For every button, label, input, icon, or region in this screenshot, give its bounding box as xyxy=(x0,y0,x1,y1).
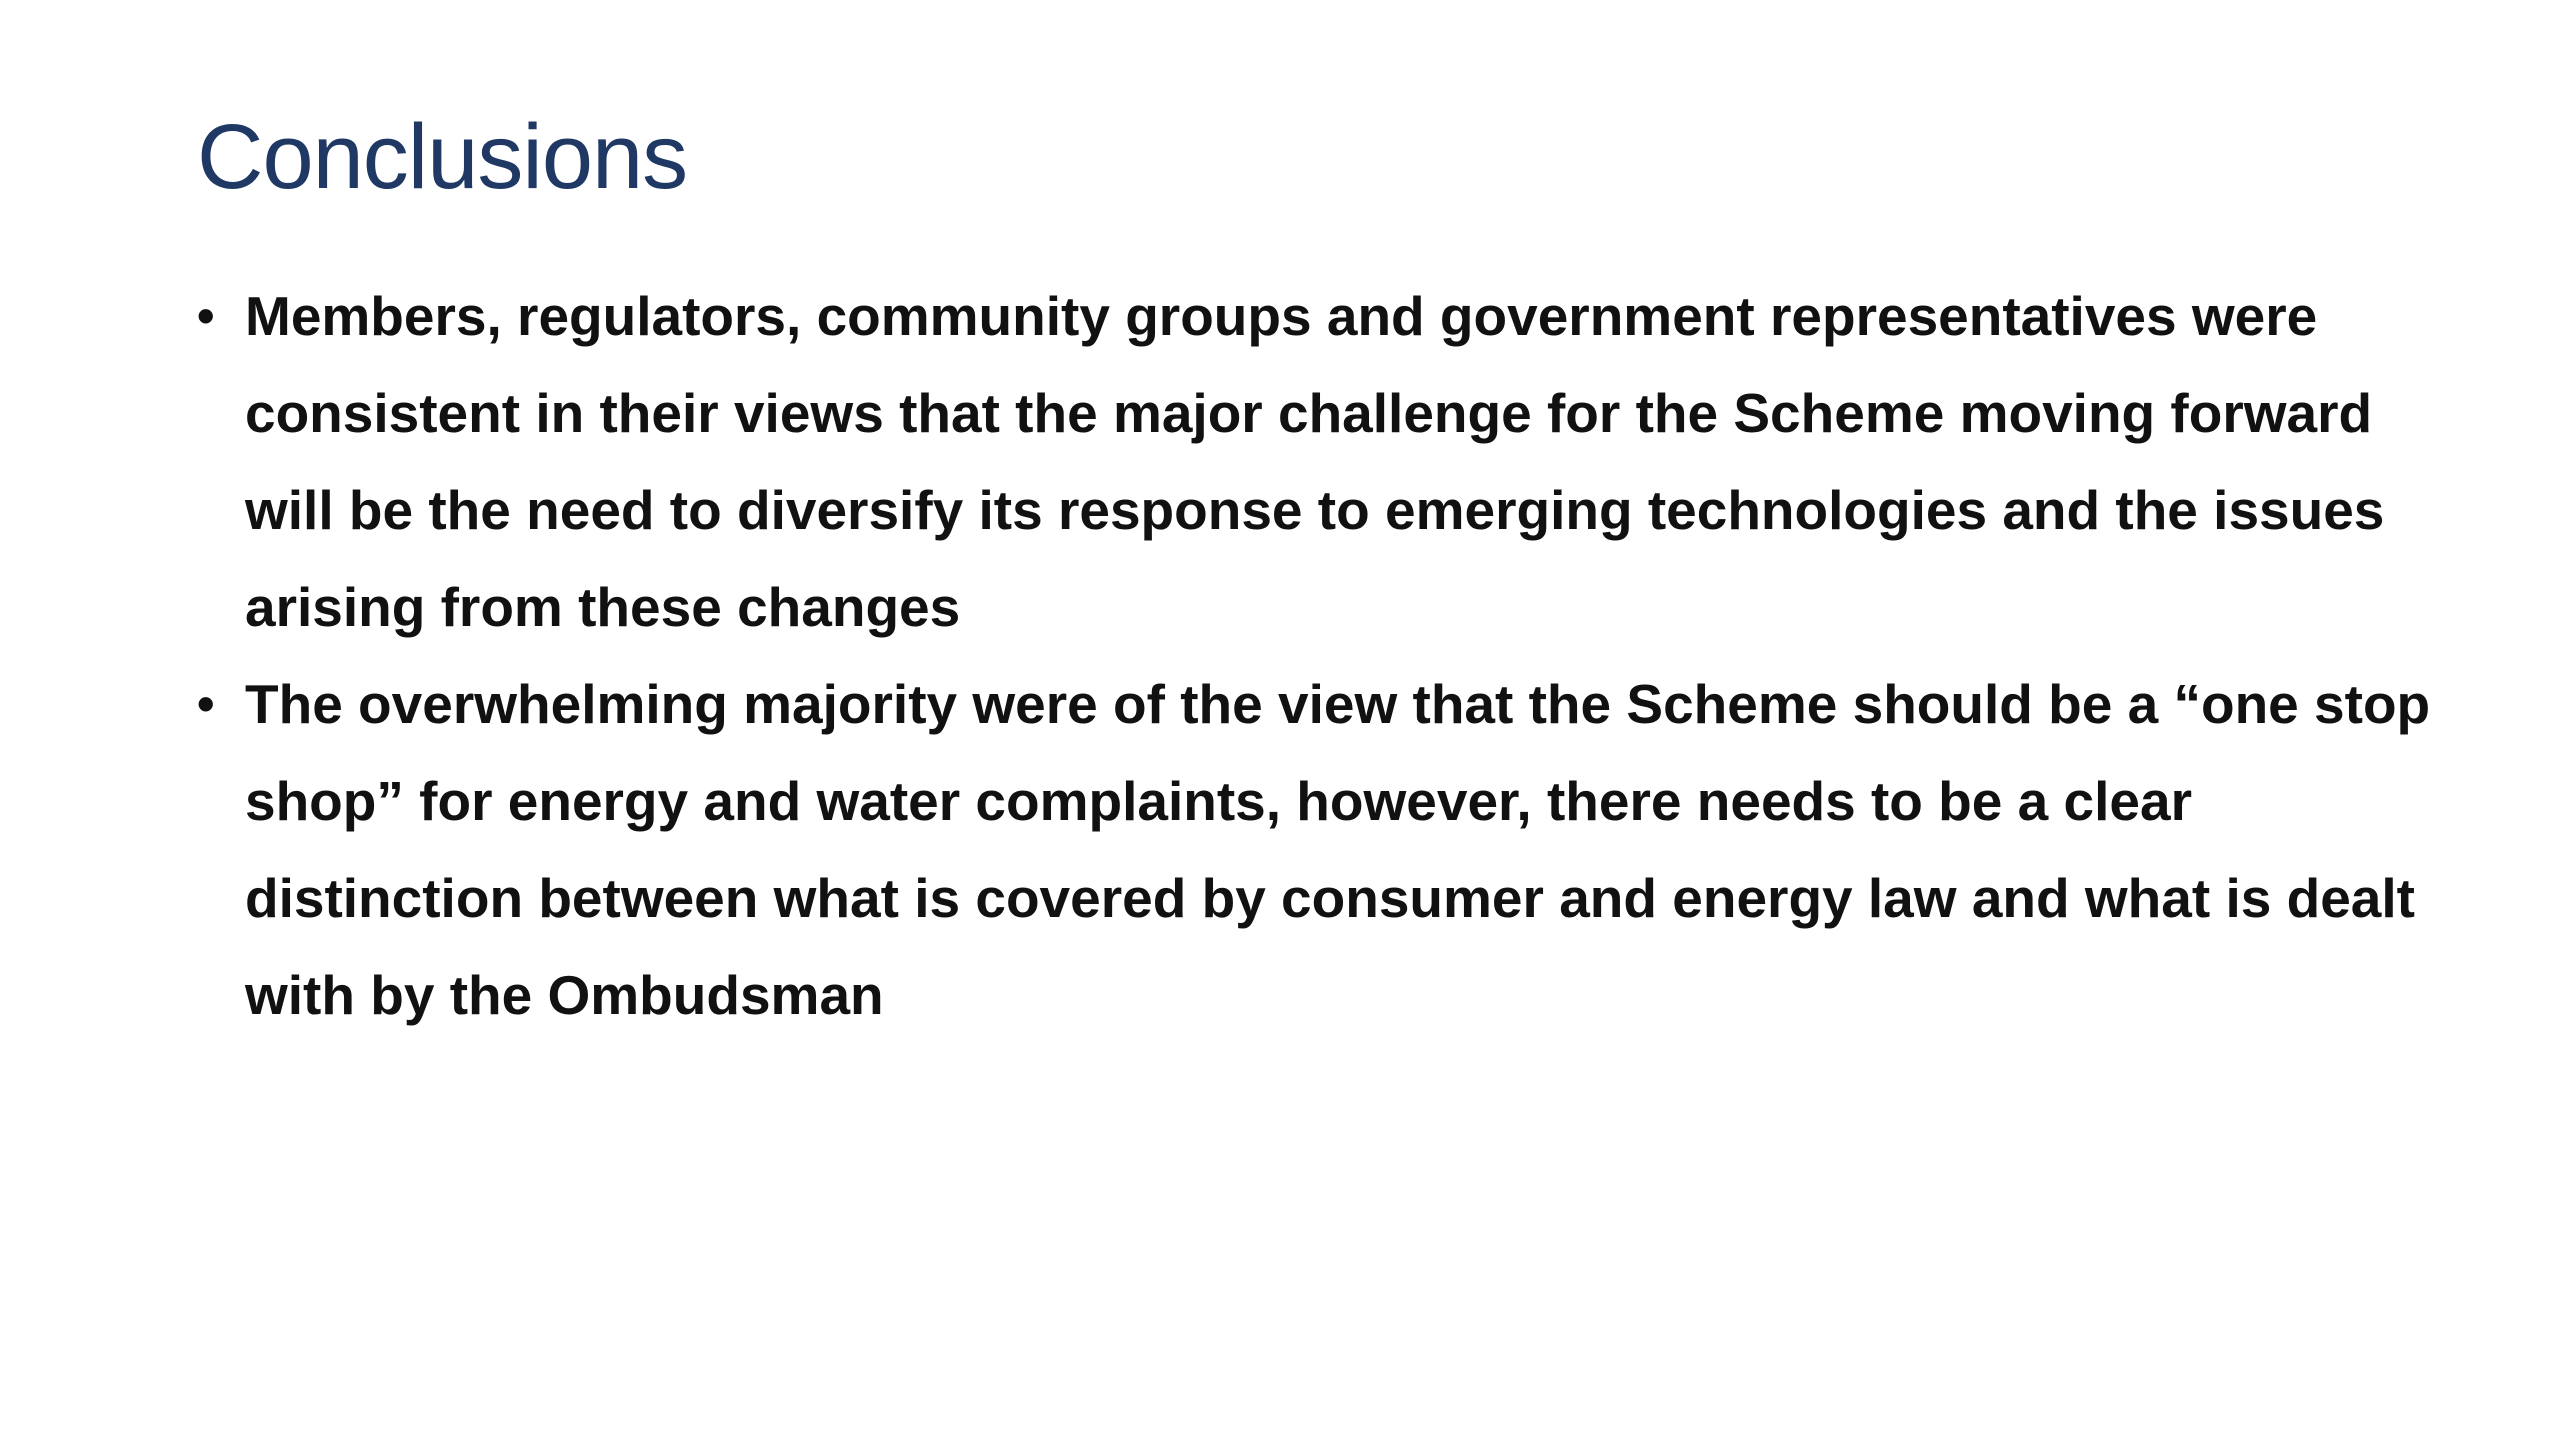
bullet-item xyxy=(197,268,2437,656)
bullet-text: Members, regulators, community groups and government representatives were consistent in their views that the major challenge for the Scheme moving forward will be the need to diversify its response to emerging technologies and the issues arising from these changes xyxy=(245,285,2385,638)
bullet-dot-icon: • xyxy=(197,288,215,344)
bullet-item xyxy=(197,656,2437,1044)
bullet-list xyxy=(197,268,2437,1044)
bullet-text: The overwhelming majority were of the view that the Scheme should be a “one stop shop” for energy and water complaints, however, there needs to be a clear distinction between what is covered by consumer and energy law and what is dealt with by the Ombudsman xyxy=(245,673,2431,1026)
bullet-dot-icon: • xyxy=(197,676,215,732)
slide-title: Conclusions xyxy=(197,106,688,208)
